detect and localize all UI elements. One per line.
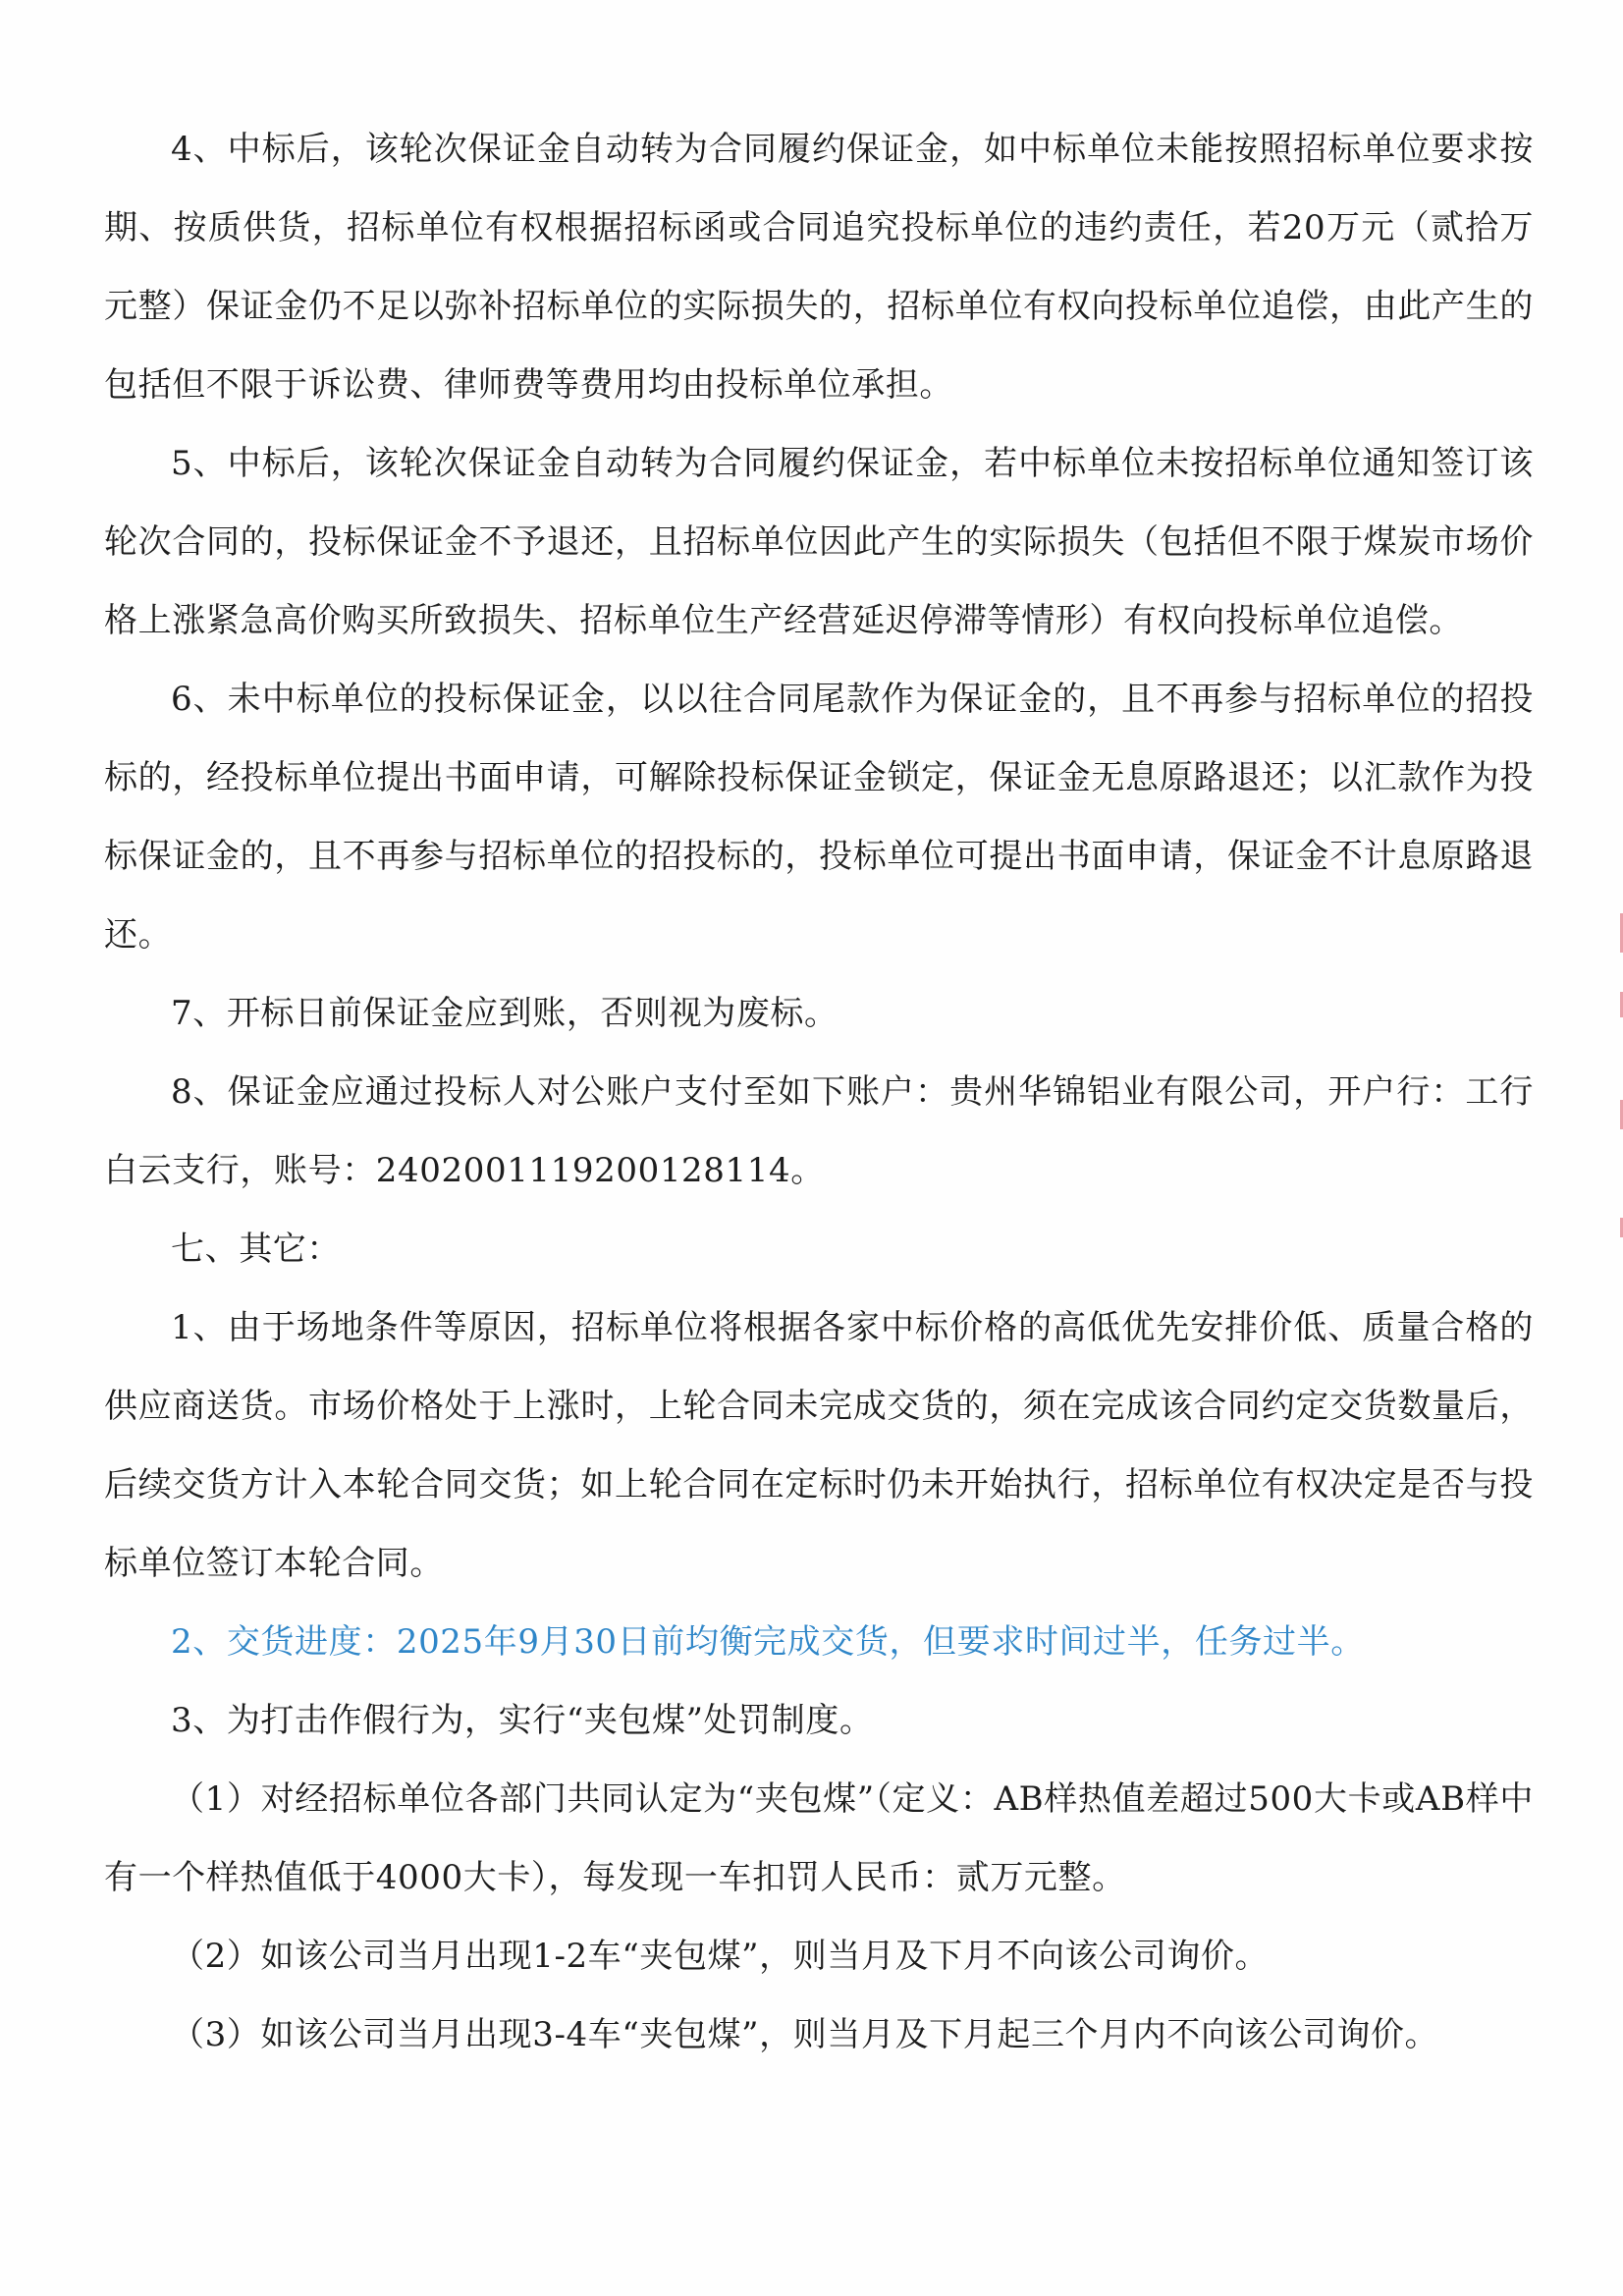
sub-item-1: （1）对经招标单位各部门共同认定为“夹包煤”（定义：AB样热值差超过500大卡或AB样中有一个样热值低于4000大卡），每发现一车扣罚人民币：贰万元整。 [104, 1779, 1534, 1897]
clause-4: 4、中标后，该轮次保证金自动转为合同履约保证金，如中标单位未能按照招标单位要求按期、按质供货，招标单位有权根据招标函或合同追究投标单位的违约责任，若20万元（贰拾万元整）保证金仍不足以弥补招标单位的实际损失的，招标单位有权向投标单位追偿，由此产生的包括但不限于诉讼费、律师费等费用均由投标单位承担。 [104, 130, 1534, 405]
other-item-3-penalty-system: 3、为打击作假行为，实行“夹包煤”处罚制度。 [171, 1701, 874, 1740]
other-item-1: 1、由于场地条件等原因，招标单位将根据各家中标价格的高低优先安排价低、质量合格的供应商送货。市场价格处于上涨时，上轮合同未完成交货的，须在完成该合同约定交货数量后，后续交货方计入本轮合同交货；如上轮合同在定标时仍未开始执行，招标单位有权决定是否与投标单位签订本轮合同。 [104, 1308, 1534, 1583]
clause-6: 6、未中标单位的投标保证金，以以往合同尾款作为保证金的，且不再参与招标单位的招投标的，经投标单位提出书面申请，可解除投标保证金锁定，保证金无息原路退还；以汇款作为投标保证金的，且不再参与招标单位的招投标的，投标单位可提出书面申请，保证金不计息原路退还。 [104, 680, 1534, 955]
other-item-2-delivery-progress: 2、交货进度：2025年9月30日前均衡完成交货，但要求时间过半，任务过半。 [171, 1622, 1365, 1662]
clause-8: 8、保证金应通过投标人对公账户支付至如下账户：贵州华锦铝业有限公司，开户行：工行白云支行，账号：2402001119200128114。 [104, 1072, 1534, 1190]
clause-5: 5、中标后，该轮次保证金自动转为合同履约保证金，若中标单位未按招标单位通知签订该轮次合同的，投标保证金不予退还，且招标单位因此产生的实际损失（包括但不限于煤炭市场价格上涨紧急高价购买所致损失、招标单位生产经营延迟停滞等情形）有权向投标单位追偿。 [104, 444, 1534, 640]
section-heading-other: 七、其它： [171, 1230, 341, 1269]
clause-7: 7、开标日前保证金应到账，否则视为废标。 [171, 994, 839, 1033]
document-body [104, 110, 1534, 2074]
sub-item-2: （2）如该公司当月出现1-2车“夹包煤”，则当月及下月不向该公司询价。 [171, 1937, 1270, 1976]
sub-item-3: （3）如该公司当月出现3-4车“夹包煤”，则当月及下月起三个月内不向该公司询价。 [171, 2015, 1439, 2054]
